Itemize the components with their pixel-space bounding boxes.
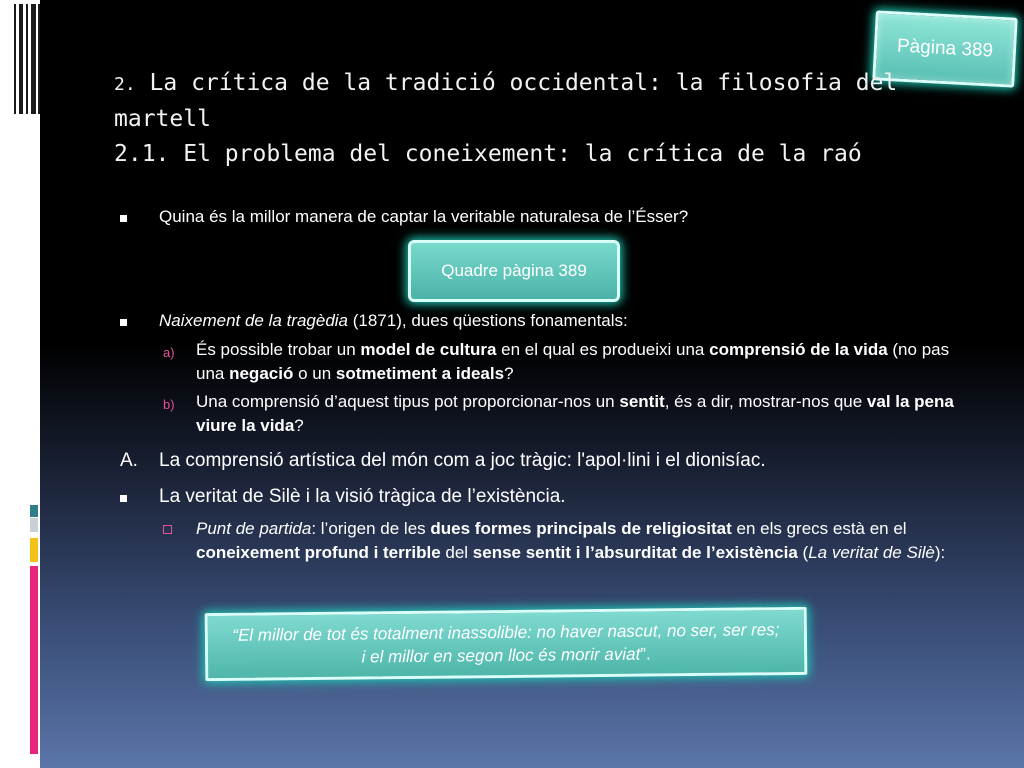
title-line3: 2.1. El problema del coneixement: la crítica de la raó: [114, 141, 862, 167]
quadre-pagina-label: Quadre pàgina 389: [441, 261, 587, 280]
deco-bar-pink: [30, 566, 38, 754]
sub-marker-a: a): [163, 345, 175, 360]
deco-bar-yellow: [30, 538, 38, 562]
slide-title: [114, 66, 934, 172]
square-bullet-icon: [120, 309, 130, 333]
item-A-text: La comprensió artística del món com a joc tràgic: l'apol·lini i el dionisíac.: [159, 450, 766, 471]
page-badge-label: Pàgina 389: [896, 35, 994, 62]
deco-bar-teal: [30, 505, 38, 517]
title-number: 2.: [114, 74, 136, 95]
sub-text-b: Una comprensió d’aquest tipus pot proporcionar-nos un sentit, és a dir, mostrar-nos que val la pena viure la vida?: [196, 392, 954, 435]
bullet-text-3: La veritat de Silè i la visió tràgica de l’existència.: [159, 486, 566, 507]
title-line2: martell: [114, 106, 211, 132]
square-bullet-icon: [120, 205, 130, 229]
quadre-pagina-button[interactable]: [408, 240, 620, 302]
deco-bar-grey: [30, 518, 38, 532]
sub-marker-b: b): [163, 397, 175, 412]
vertical-lines-decoration: [14, 4, 40, 114]
pink-square-bullet-icon: [163, 517, 172, 542]
bullet-text-2: Naixement de la tragèdia (1871), dues qüestions fonamentals:: [159, 311, 628, 330]
sub-text-a: És possible trobar un model de cultura en el qual es produeixi una comprensió de la vida (no pas una negació o un sotmetiment a ideals?: [196, 340, 950, 383]
sub-text-punt: Punt de partida: l’origen de les dues formes principals de religiositat en els grecs està en el coneixement profund i terrible del sense sentit i l’absurditat de l’existència (La veritat de Silè):: [196, 519, 946, 562]
item-A-marker: A.: [120, 450, 138, 471]
quote-box: [205, 607, 808, 681]
title-line1: La crítica de la tradició occidental: la filosofia del: [135, 70, 898, 96]
quote-line1: “El millor de tot és totalment inassolible: no haver nascut, no ser, ser res;: [232, 620, 780, 645]
left-decoration-strip: [0, 0, 40, 768]
square-bullet-icon: [120, 485, 130, 509]
quote-line2: i el millor en segon lloc és morir aviat”.: [361, 644, 651, 667]
bullet-text-1: Quina és la millor manera de captar la veritable naturalesa de l’Ésser?: [159, 207, 689, 226]
